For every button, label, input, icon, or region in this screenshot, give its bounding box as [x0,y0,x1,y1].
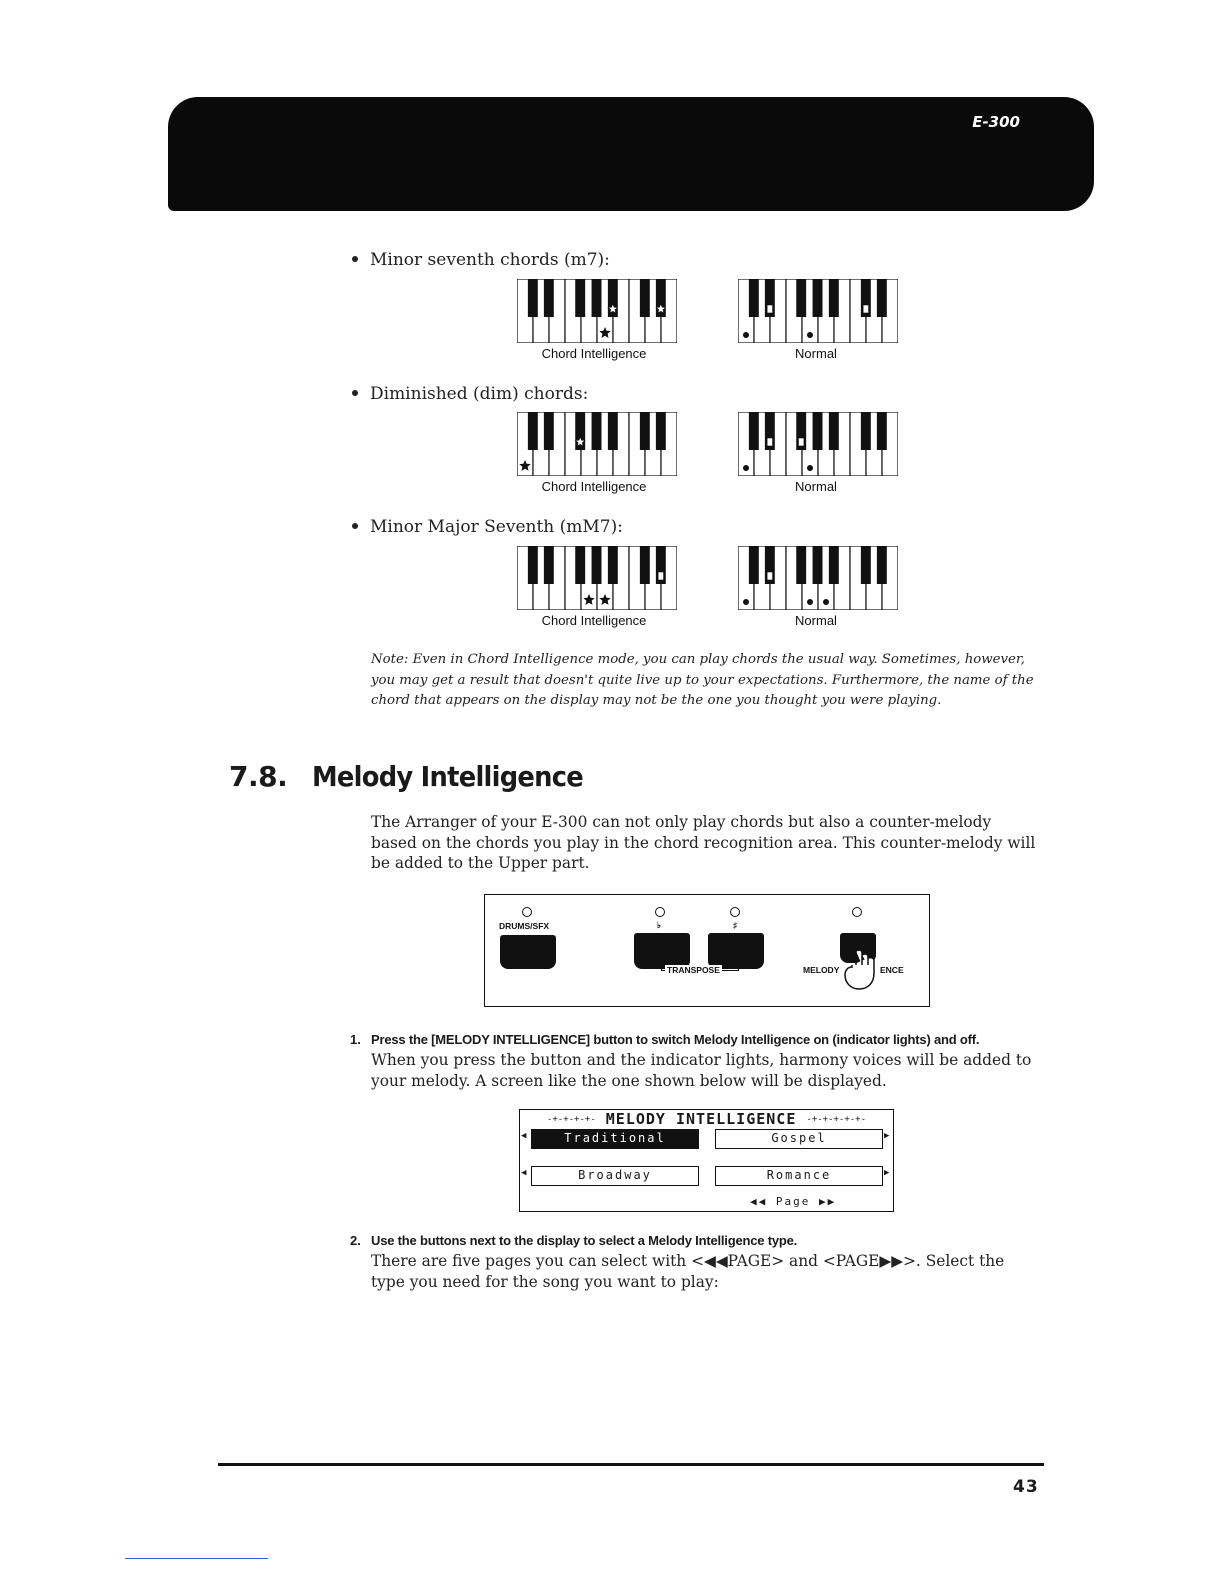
label-normal: Normal [795,613,837,628]
sharp-symbol: ♯ [733,920,738,930]
pointing-hand-icon [839,943,881,991]
link-underline [125,1558,268,1559]
step-2-body: There are five pages you can select with <◀◀PAGE> and <PAGE▶▶>. Select the type you need for the song you want to play: [371,1252,1005,1291]
step-2-number: 2. [350,1233,361,1248]
keyboard-normal-mm7 [738,546,898,610]
lcd-screen [519,1109,894,1212]
intelligence-label: ENCE [880,965,904,975]
lcd-left-arrow-icon: ◀ [521,1131,527,1141]
melody-intelligence-led [852,907,862,917]
label-chord-intelligence: Chord Intelligence [541,346,647,361]
drums-led [522,907,532,917]
lcd-option-gospel[interactable]: Gospel [715,1129,883,1149]
transpose-label: TRANSPOSE [667,965,720,975]
keyboard-ci-dim [517,412,677,476]
lcd-title: -+-+-+-+- MELODY INTELLIGENCE -+-+-+-+-+- [546,1110,867,1128]
lcd-option-romance[interactable]: Romance [715,1166,883,1186]
step-1-number: 1. [350,1032,361,1047]
section-number: 7.8. [229,760,288,793]
lcd-option-broadway[interactable]: Broadway [531,1166,699,1186]
bullet-dot [352,390,358,396]
step-2-heading: Use the buttons next to the display to select a Melody Intelligence type. [371,1233,798,1248]
transpose-sharp-led [730,907,740,917]
label-normal: Normal [795,346,837,361]
label-chord-intelligence: Chord Intelligence [541,613,647,628]
bullet-dot [352,523,358,529]
bullet-dot [352,256,358,262]
header-model: E-300 [972,113,1020,131]
keyboard-ci-mm7 [517,546,677,610]
control-panel [484,894,930,1007]
footer-rule [218,1463,1044,1466]
keyboard-ci-m7 [517,279,677,343]
flat-symbol: ♭ [657,920,662,930]
keyboard-normal-dim [738,412,898,476]
label-chord-intelligence: Chord Intelligence [541,479,647,494]
lcd-page-indicator[interactable]: ◀◀ Page ▶▶ [750,1195,837,1208]
label-normal: Normal [795,479,837,494]
note-text: Even in Chord Intelligence mode, you can play chords the usual way. Sometimes, however, you may get a result that doesn't quite live up to your expectations. Furthermore, the name of the chord that appears on the display may not be the one you thought you were playing. [371,652,1034,708]
step-1-heading: Press the [MELODY INTELLIGENCE] button to switch Melody Intelligence on (indicator lights) and off. [371,1032,980,1047]
transpose-flat-led [655,907,665,917]
drums-sfx-button[interactable] [500,935,556,969]
lcd-right-arrow-icon: ▶ [884,1168,890,1178]
note-paragraph [371,650,1043,712]
lcd-option-traditional[interactable]: Traditional [531,1129,699,1149]
page-number: 43 [1013,1477,1039,1497]
lcd-right-arrow-icon: ▶ [884,1131,890,1141]
section-title: Melody Intelligence [312,760,584,793]
drums-label: DRUMS/SFX [499,921,550,931]
bullet-m7: Minor seventh chords (m7): [352,250,610,270]
melody-label: MELODY [803,965,840,975]
intro-paragraph: The Arranger of your E-300 can not only play chords but also a counter-melody based on the chords you play in the chord recognition area. This counter-melody will be added to the Upper part. [371,813,1036,872]
bullet-mm7: Minor Major Seventh (mM7): [352,517,623,537]
header-bar [168,97,1094,211]
bullet-dim: Diminished (dim) chords: [352,384,588,404]
note-label: Note: [371,652,409,667]
keyboard-normal-m7 [738,279,898,343]
lcd-left-arrow-icon: ◀ [521,1168,527,1178]
step-1-body: When you press the button and the indicator lights, harmony voices will be added to your melody. A screen like the one shown below will be displayed. [371,1051,1032,1090]
